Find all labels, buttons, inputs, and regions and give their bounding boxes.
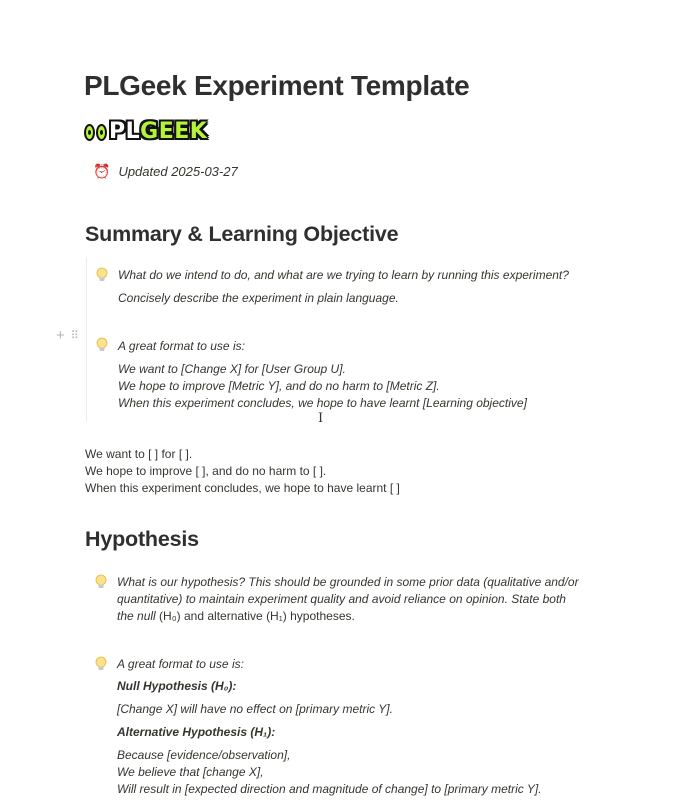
summary-format-line-1: We want to [Change X] for [User Group U]. (118, 362, 346, 376)
summary-guide-line-1: What do we intend to do, and what are we trying to learn by running this experiment? (118, 268, 569, 282)
summary-callout-group (86, 257, 569, 422)
lightbulb-icon (94, 656, 108, 672)
alt-hypothesis-line-1: Because [evidence/observation], (117, 748, 291, 762)
updated-text: Updated 2025-03-27 (118, 164, 238, 179)
plgeek-logo (84, 118, 207, 146)
add-block-icon[interactable]: + (56, 327, 65, 344)
hypothesis-format-intro: A great format to use is: (117, 657, 244, 671)
h1-symbol: (H₁) (266, 609, 287, 623)
lightbulb-icon (95, 267, 109, 283)
hypothesis-guide-line-1: What is our hypothesis? This should be grounded in some prior data (qualitative and/or (117, 575, 579, 589)
summary-format-line-3: When this experiment concludes, we hope to have learnt [Learning objective] (118, 396, 527, 410)
summary-fill-line-2[interactable]: We hope to improve [ ], and do no harm to [ ]. (85, 464, 327, 478)
h0-symbol: (H₀) (159, 609, 181, 623)
hypothesis-guide-line-3: the null (H₀) and alternative (H₁) hypotheses. (117, 609, 355, 623)
logo-eyes-icon (84, 124, 107, 141)
logo-text-pl: PL (109, 119, 141, 144)
summary-fill-line-3[interactable]: When this experiment concludes, we hope to have learnt [ ] (85, 481, 400, 495)
null-hypothesis-text: [Change X] will have no effect on [primary metric Y]. (117, 702, 393, 716)
lightbulb-icon (94, 574, 108, 590)
updated-property (93, 163, 238, 180)
summary-format-line-2: We hope to improve [Metric Y], and do no harm to [Metric Z]. (118, 379, 440, 393)
null-hypothesis-label: Null Hypothesis (H₀): (117, 679, 237, 693)
page-title: PLGeek Experiment Template (84, 70, 470, 101)
drag-handle-icon[interactable]: ⠿ (70, 330, 78, 342)
block-handle[interactable] (56, 329, 78, 343)
summary-format-intro: A great format to use is: (118, 339, 245, 353)
hypothesis-heading: Hypothesis (85, 527, 199, 551)
summary-fill-line-1[interactable]: We want to [ ] for [ ]. (85, 447, 193, 461)
summary-heading: Summary & Learning Objective (85, 222, 399, 246)
summary-guide-line-2: Concisely describe the experiment in plain language. (118, 291, 399, 305)
alt-hypothesis-label: Alternative Hypothesis (H₁): (117, 725, 276, 739)
alt-hypothesis-line-3: Will result in [expected direction and magnitude of change] to [primary metric Y]. (117, 782, 542, 796)
text-cursor-icon: I (318, 411, 324, 426)
lightbulb-icon (95, 337, 109, 353)
logo-text-geek: GEEK (140, 119, 208, 144)
alarm-clock-icon: ⏰ (93, 163, 111, 179)
alt-hypothesis-line-2: We believe that [change X], (117, 765, 264, 779)
hypothesis-guide-line-2: quantitative) to maintain experiment quality and avoid reliance on opinion. State both (117, 592, 566, 606)
